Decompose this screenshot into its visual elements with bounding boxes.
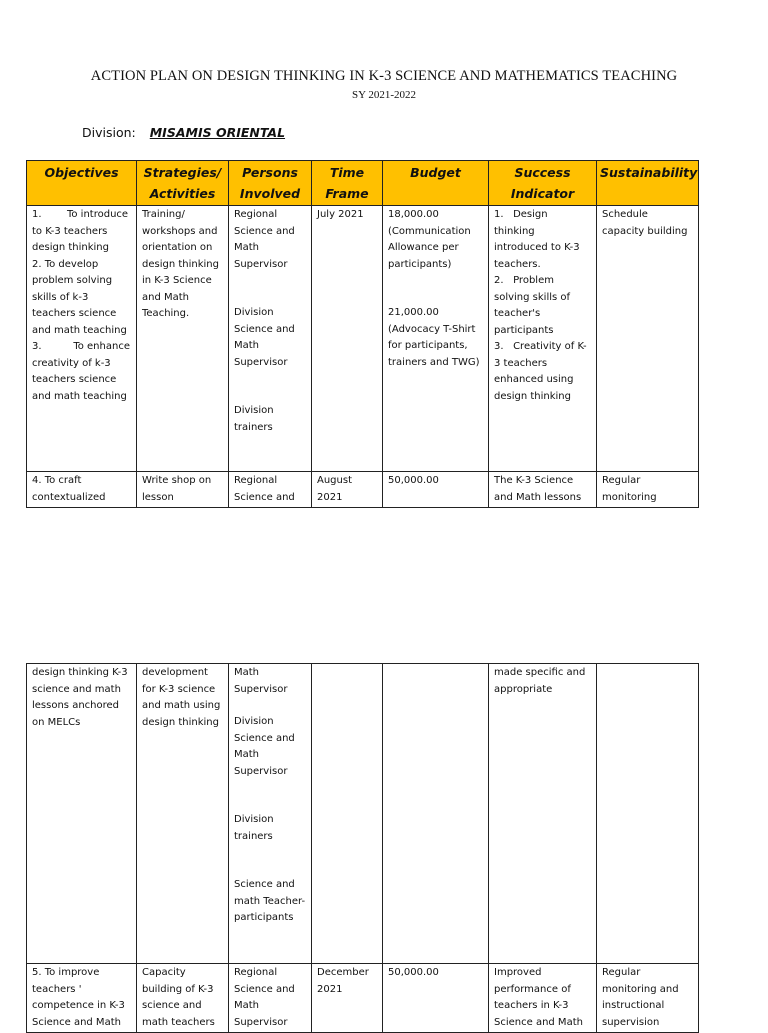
strategies-cell: Capacity building of K-3 science and math teachers [137,964,229,1033]
header-time-frame: Time Frame [312,161,383,206]
objectives-cell: 4. To craft contextualized [27,472,137,508]
time-frame-cell: July 2021 [312,206,383,472]
success-indicator-cell: made specific and appropriate [489,664,597,964]
persons-cell: Regional Science and [229,472,312,508]
document-title: ACTION PLAN ON DESIGN THINKING IN K-3 SCIENCE AND MATHEMATICS TEACHING [90,68,678,84]
person-entry: Division Science and Math Supervisor [234,307,298,368]
division-line [82,125,285,140]
time-frame-cell [312,664,383,964]
budget-cell [383,206,489,472]
strategies-cell: Write shop on lesson [137,472,229,508]
persons-cell [229,664,312,964]
header-persons-involved: Persons Involved [229,161,312,206]
objectives-cell: 1. To introduce to K-3 teachers design thinking 2. To develop problem solving skills of k-3 teachers science and math teaching 3. To enhance creativity of k-3 teachers science and math teaching [27,206,137,472]
sustainability-cell: Regular monitoring and instructional supervision [597,964,699,1033]
table-row [27,472,699,508]
table-row [27,964,699,1033]
person-entry: Division trainers [234,814,277,842]
time-frame-cell: August 2021 [312,472,383,508]
action-plan-table-page2 [26,663,699,1033]
header-budget: Budget [383,161,489,206]
person-entry: Division Science and Math Supervisor [234,716,298,777]
table-row [27,664,699,964]
budget-entry: 18,000.00 (Communication Allowance per participants) [388,209,474,270]
budget-cell [383,664,489,964]
success-indicator-cell: Improved performance of teachers in K-3 Science and Math [489,964,597,1033]
person-entry: Division trainers [234,405,277,433]
division-value: MISAMIS ORIENTAL [149,125,286,140]
school-year: SY 2021-2022 [351,89,417,101]
objectives-cell: design thinking K-3 science and math lessons anchored on MELCs [27,664,137,964]
objectives-cell: 5. To improve teachers ' competence in K-3 Science and Math [27,964,137,1033]
header-success-indicator: Success Indicator [489,161,597,206]
action-plan-table-page1 [26,160,699,508]
time-frame-cell: December 2021 [312,964,383,1033]
division-label: Division: [82,125,136,140]
header-sustainability: Sustainability [597,161,699,206]
strategies-cell: Training/ workshops and orientation on design thinking in K-3 Science and Math Teaching. [137,206,229,472]
sustainability-cell: Regular monitoring [597,472,699,508]
persons-cell: Regional Science and Math Supervisor [229,964,312,1033]
sustainability-cell [597,664,699,964]
success-indicator-cell: 1. Design thinking introduced to K-3 teachers. 2. Problem solving skills of teacher's participants 3. Creativity of K-3 teachers enhanced using design thinking [489,206,597,472]
header-objectives: Objectives [27,161,137,206]
person-entry: Math Supervisor [234,667,288,695]
budget-cell: 50,000.00 [383,964,489,1033]
budget-cell: 50,000.00 [383,472,489,508]
table-header-row [27,161,699,206]
header-strategies: Strategies/ Activities [137,161,229,206]
strategies-cell: development for K-3 science and math using design thinking [137,664,229,964]
budget-entry: 21,000.00 (Advocacy T-Shirt for participants, trainers and TWG) [388,307,480,368]
persons-cell [229,206,312,472]
sustainability-cell: Schedule capacity building [597,206,699,472]
person-entry: Regional Science and Math Supervisor [234,209,298,270]
table-row [27,206,699,472]
person-entry: Science and math Teacher-participants [234,879,306,923]
success-indicator-cell: The K-3 Science and Math lessons [489,472,597,508]
